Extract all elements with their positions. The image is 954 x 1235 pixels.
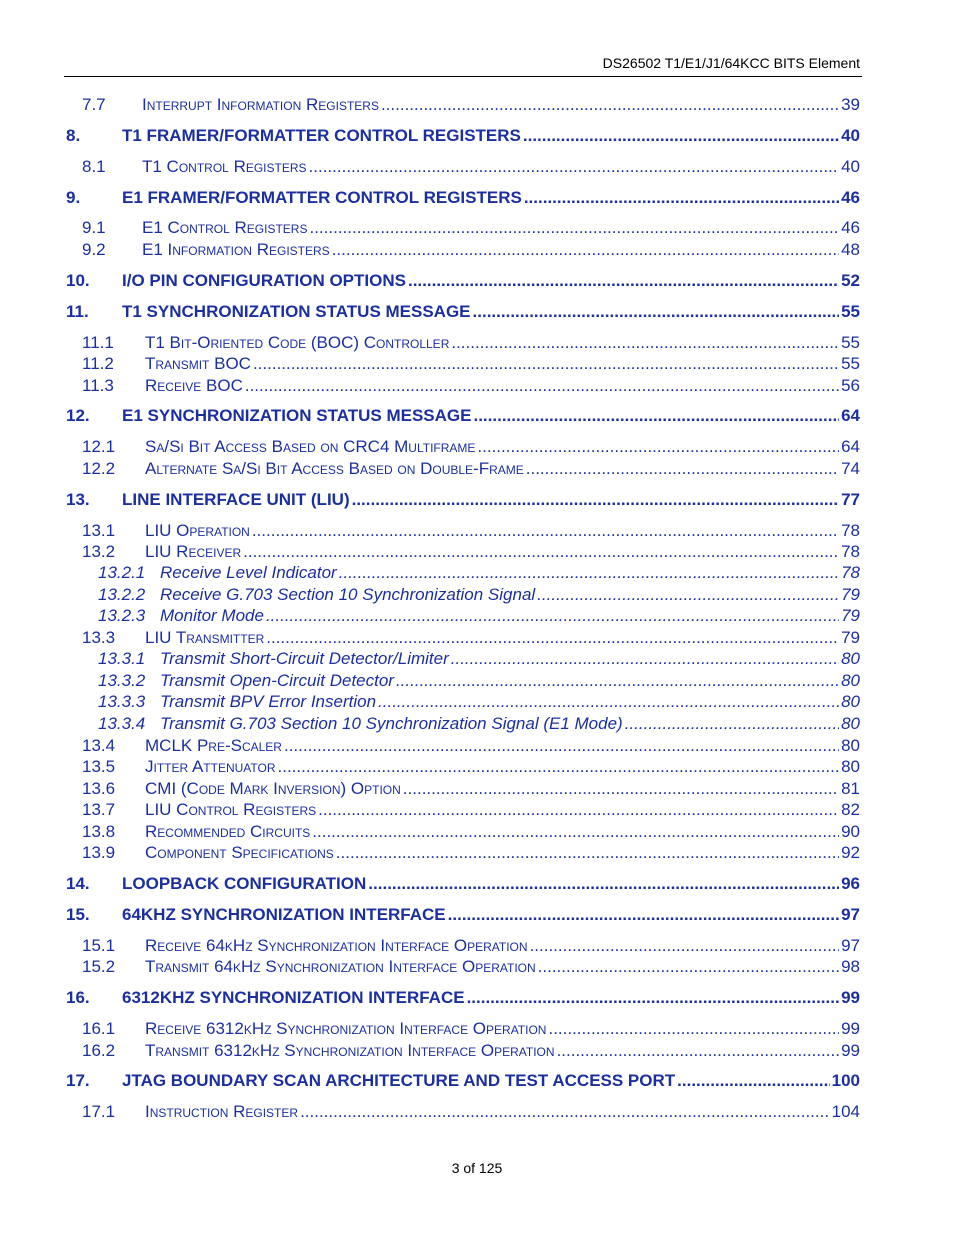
toc-entry[interactable] — [0, 1102, 954, 1124]
toc-entry[interactable] — [0, 126, 954, 148]
toc-entry[interactable] — [0, 157, 954, 179]
toc-entry-title: Sa/Si Bit Access Based on CRC4 Multiframe — [145, 437, 476, 456]
toc-entry-number: 13.2.2 — [98, 585, 146, 604]
toc-leader-dots — [477, 437, 839, 457]
toc-entry[interactable] — [0, 757, 954, 779]
toc-entry[interactable] — [0, 988, 954, 1010]
toc-entry[interactable] — [0, 843, 954, 865]
toc-entry-page: 79 — [841, 585, 860, 604]
toc-entry-page: 81 — [841, 779, 860, 798]
toc-entry-title: Transmit Open-Circuit Detector — [160, 671, 394, 690]
toc-entry-title: Component Specifications — [145, 843, 334, 862]
toc-entry-page: 39 — [841, 95, 860, 114]
toc-entry[interactable] — [0, 585, 954, 607]
toc-entry-number: 13.6 — [82, 779, 116, 798]
toc-entry-title: Transmit BOC — [145, 354, 251, 373]
toc-entry-number: 13.7 — [82, 800, 116, 819]
toc-leader-dots — [339, 563, 839, 583]
toc-entry-title: LINE INTERFACE UNIT (LIU) — [122, 490, 350, 509]
toc-leader-dots — [451, 333, 839, 353]
toc-entry-title: E1 Control Registers — [142, 218, 308, 237]
toc-entry-number: 17.1 — [82, 1102, 116, 1121]
toc-leader-dots — [252, 521, 839, 541]
toc-entry-number: 9.2 — [82, 240, 106, 259]
toc-leader-dots — [396, 671, 839, 691]
toc-entry[interactable] — [0, 1041, 954, 1063]
toc-entry-title: JTAG BOUNDARY SCAN ARCHITECTURE AND TEST ACCESS PORT — [122, 1071, 676, 1090]
toc-entry-title: CMI (Code Mark Inversion) Option — [145, 779, 401, 798]
toc-leader-dots — [473, 406, 839, 426]
toc-entry-page: 97 — [841, 905, 860, 924]
toc-entry-page: 80 — [841, 757, 860, 776]
toc-entry[interactable] — [0, 905, 954, 927]
toc-entry-number: 13.2.1 — [98, 563, 146, 582]
toc-entry-number: 12.1 — [82, 437, 116, 456]
toc-entry-title: I/O PIN CONFIGURATION OPTIONS — [122, 271, 406, 290]
toc-entry-page: 55 — [841, 354, 860, 373]
toc-entry-number: 11.1 — [82, 333, 114, 352]
toc-entry-page: 80 — [841, 736, 860, 755]
toc-entry-page: 56 — [841, 376, 860, 395]
toc-entry[interactable] — [0, 240, 954, 262]
toc-entry-page: 74 — [841, 459, 860, 478]
toc-entry-number: 9. — [66, 188, 81, 207]
toc-entry[interactable] — [0, 822, 954, 844]
toc-entry[interactable] — [0, 779, 954, 801]
page-header: DS26502 T1/E1/J1/64KCC BITS Element — [602, 55, 860, 71]
toc-entry-page: 78 — [841, 542, 860, 561]
toc-entry-page: 80 — [841, 714, 860, 733]
toc-entry-number: 11. — [66, 302, 89, 321]
toc-entry-title: Jitter Attenuator — [145, 757, 276, 776]
toc-leader-dots — [523, 126, 839, 146]
toc-entry-title: Transmit 64kHz Synchronization Interface Operation — [145, 957, 536, 976]
toc-leader-dots — [284, 736, 839, 756]
toc-entry[interactable] — [0, 188, 954, 210]
toc-leader-dots — [332, 240, 839, 260]
toc-entry-number: 16.1 — [82, 1019, 116, 1038]
toc-entry[interactable] — [0, 800, 954, 822]
toc-entry-title: E1 SYNCHRONIZATION STATUS MESSAGE — [122, 406, 472, 425]
toc-entry-title: T1 SYNCHRONIZATION STATUS MESSAGE — [122, 302, 471, 321]
toc-entry-number: 13. — [66, 490, 90, 509]
toc-entry-title: Transmit Short-Circuit Detector/Limiter — [160, 649, 449, 668]
toc-leader-dots — [526, 459, 839, 479]
toc-entry-page: 79 — [841, 628, 860, 647]
toc-leader-dots — [530, 936, 840, 956]
toc-entry[interactable] — [0, 542, 954, 564]
toc-entry[interactable] — [0, 1071, 954, 1093]
toc-leader-dots — [378, 692, 839, 712]
toc-entry-title: LOOPBACK CONFIGURATION — [122, 874, 367, 893]
toc-entry-page: 100 — [831, 1071, 860, 1090]
toc-leader-dots — [300, 1102, 830, 1122]
toc-entry-title: Transmit 6312kHz Synchronization Interface Operation — [145, 1041, 555, 1060]
toc-entry-number: 13.3 — [82, 628, 116, 647]
toc-entry-number: 15.1 — [82, 936, 116, 955]
toc-entry-title: 6312KHZ SYNCHRONIZATION INTERFACE — [122, 988, 465, 1007]
toc-entry-page: 78 — [841, 521, 860, 540]
toc-leader-dots — [537, 585, 839, 605]
toc-entry-number: 13.9 — [82, 843, 116, 862]
toc-entry-number: 13.3.4 — [98, 714, 146, 733]
toc-entry-title: LIU Operation — [145, 521, 250, 540]
toc-entry-title: Receive Level Indicator — [160, 563, 337, 582]
toc-entry-page: 98 — [841, 957, 860, 976]
toc-leader-dots — [677, 1071, 829, 1091]
toc-entry-title: T1 Control Registers — [142, 157, 307, 176]
toc-entry-title: E1 Information Registers — [142, 240, 330, 259]
toc-entry-page: 90 — [841, 822, 860, 841]
toc-leader-dots — [253, 354, 839, 374]
toc-entry-number: 13.8 — [82, 822, 116, 841]
toc-entry-page: 92 — [841, 843, 860, 862]
toc-leader-dots — [625, 714, 839, 734]
toc-entry-number: 8.1 — [82, 157, 106, 176]
toc-entry-page: 80 — [841, 671, 860, 690]
toc-entry-page: 79 — [841, 606, 860, 625]
toc-entry-page: 78 — [841, 563, 860, 582]
toc-entry-page: 80 — [841, 692, 860, 711]
toc-entry[interactable] — [0, 459, 954, 481]
toc-entry-number: 14. — [66, 874, 90, 893]
toc-leader-dots — [448, 905, 839, 925]
toc-entry-title: Interrupt Information Registers — [142, 95, 379, 114]
toc-entry[interactable] — [0, 218, 954, 240]
toc-entry-number: 7.7 — [82, 95, 106, 114]
toc-entry-number: 8. — [66, 126, 81, 145]
toc-leader-dots — [524, 188, 839, 208]
toc-leader-dots — [368, 874, 839, 894]
toc-entry-page: 40 — [841, 126, 860, 145]
toc-entry-number: 13.2 — [82, 542, 116, 561]
page-footer: 3 of 125 — [451, 1160, 503, 1176]
toc-entry-title: T1 FRAMER/FORMATTER CONTROL REGISTERS — [122, 126, 521, 145]
toc-entry[interactable] — [0, 376, 954, 398]
toc-entry-number: 13.1 — [82, 521, 116, 540]
toc-entry[interactable] — [0, 302, 954, 324]
toc-entry-title: Monitor Mode — [160, 606, 264, 625]
toc-entry[interactable] — [0, 271, 954, 293]
toc-entry[interactable] — [0, 333, 954, 355]
toc-entry-page: 99 — [841, 988, 860, 1007]
toc-leader-dots — [309, 157, 840, 177]
toc-entry[interactable] — [0, 736, 954, 758]
toc-entry-title: Alternate Sa/Si Bit Access Based on Double-Frame — [145, 459, 524, 478]
toc-entry-number: 16. — [66, 988, 90, 1007]
toc-leader-dots — [557, 1041, 840, 1061]
toc-entry[interactable] — [0, 649, 954, 671]
toc-entry-title: Recommended Circuits — [145, 822, 311, 841]
toc-entry-page: 97 — [841, 936, 860, 955]
toc-entry-title: Receive 64kHz Synchronization Interface Operation — [145, 936, 528, 955]
toc-entry-page: 40 — [841, 157, 860, 176]
toc-entry[interactable] — [0, 354, 954, 376]
toc-leader-dots — [408, 271, 839, 291]
toc-leader-dots — [473, 302, 840, 322]
toc-entry[interactable] — [0, 1019, 954, 1041]
toc-leader-dots — [403, 779, 839, 799]
toc-entry-page: 99 — [841, 1019, 860, 1038]
toc-entry-number: 17. — [66, 1071, 90, 1090]
toc-leader-dots — [451, 649, 839, 669]
toc-entry[interactable] — [0, 490, 954, 512]
toc-entry-page: 46 — [841, 218, 860, 237]
toc-entry[interactable] — [0, 671, 954, 693]
toc-entry-number: 11.3 — [82, 376, 114, 395]
toc-entry-page: 55 — [841, 302, 860, 321]
toc-entry-number: 12.2 — [82, 459, 116, 478]
toc-leader-dots — [538, 957, 839, 977]
toc-entry-number: 13.2.3 — [98, 606, 146, 625]
toc-leader-dots — [548, 1019, 839, 1039]
toc-entry-title: T1 Bit-Oriented Code (BOC) Controller — [145, 333, 450, 352]
toc-entry[interactable] — [0, 606, 954, 628]
toc-leader-dots — [381, 95, 839, 115]
toc-leader-dots — [318, 800, 839, 820]
toc-entry-title: MCLK Pre-Scaler — [145, 736, 282, 755]
toc-entry-title: E1 FRAMER/FORMATTER CONTROL REGISTERS — [122, 188, 522, 207]
toc-entry-number: 15. — [66, 905, 90, 924]
toc-entry-number: 9.1 — [82, 218, 106, 237]
toc-leader-dots — [243, 542, 839, 562]
toc-entry-number: 13.3.3 — [98, 692, 146, 711]
toc-leader-dots — [352, 490, 839, 510]
toc-entry-page: 99 — [841, 1041, 860, 1060]
toc-entry[interactable] — [0, 521, 954, 543]
toc-leader-dots — [266, 606, 839, 626]
toc-entry-number: 16.2 — [82, 1041, 116, 1060]
toc-entry[interactable] — [0, 936, 954, 958]
toc-leader-dots — [266, 628, 839, 648]
toc-entry-title: Receive G.703 Section 10 Synchronization Signal — [160, 585, 536, 604]
toc-entry-number: 13.3.1 — [98, 649, 146, 668]
toc-entry-title: LIU Transmitter — [145, 628, 265, 647]
toc-entry[interactable] — [0, 95, 954, 117]
toc-entry[interactable] — [0, 563, 954, 585]
toc-entry-title: Transmit G.703 Section 10 Synchronization Signal (E1 Mode) — [160, 714, 623, 733]
toc-entry-page: 52 — [841, 271, 860, 290]
toc-entry-page: 48 — [841, 240, 860, 259]
toc-entry-title: LIU Receiver — [145, 542, 242, 561]
toc-entry-number: 13.3.2 — [98, 671, 146, 690]
toc-entry-number: 13.4 — [82, 736, 116, 755]
toc-entry-title: 64KHZ SYNCHRONIZATION INTERFACE — [122, 905, 446, 924]
toc-leader-dots — [278, 757, 840, 777]
toc-entry-page: 104 — [831, 1102, 860, 1121]
toc-entry[interactable] — [0, 628, 954, 650]
toc-entry-page: 64 — [841, 437, 860, 456]
toc-leader-dots — [336, 843, 839, 863]
toc-entry-title: Instruction Register — [145, 1102, 299, 1121]
toc-entry-page: 82 — [841, 800, 860, 819]
toc-entry[interactable] — [0, 957, 954, 979]
toc-entry[interactable] — [0, 692, 954, 714]
toc-entry-title: Receive BOC — [145, 376, 243, 395]
toc-entry-page: 80 — [841, 649, 860, 668]
toc-entry-number: 15.2 — [82, 957, 116, 976]
toc-entry-number: 10. — [66, 271, 90, 290]
toc-leader-dots — [312, 822, 839, 842]
toc-leader-dots — [245, 376, 839, 396]
toc-entry-page: 46 — [841, 188, 860, 207]
toc-entry-page: 55 — [841, 333, 860, 352]
toc-entry-number: 13.5 — [82, 757, 116, 776]
toc-entry-title: Receive 6312kHz Synchronization Interface Operation — [145, 1019, 547, 1038]
toc-entry-title: Transmit BPV Error Insertion — [160, 692, 377, 711]
toc-entry-page: 77 — [841, 490, 860, 509]
toc-leader-dots — [309, 218, 839, 238]
toc-entry-number: 12. — [66, 406, 90, 425]
toc-entry-page: 64 — [841, 406, 860, 425]
toc-entry-title: LIU Control Registers — [145, 800, 317, 819]
toc-leader-dots — [467, 988, 840, 1008]
toc-entry[interactable] — [0, 874, 954, 896]
toc-entry[interactable] — [0, 714, 954, 736]
toc-entry[interactable] — [0, 406, 954, 428]
toc-entry-page: 96 — [841, 874, 860, 893]
toc-entry[interactable] — [0, 437, 954, 459]
toc-entry-number: 11.2 — [82, 354, 114, 373]
